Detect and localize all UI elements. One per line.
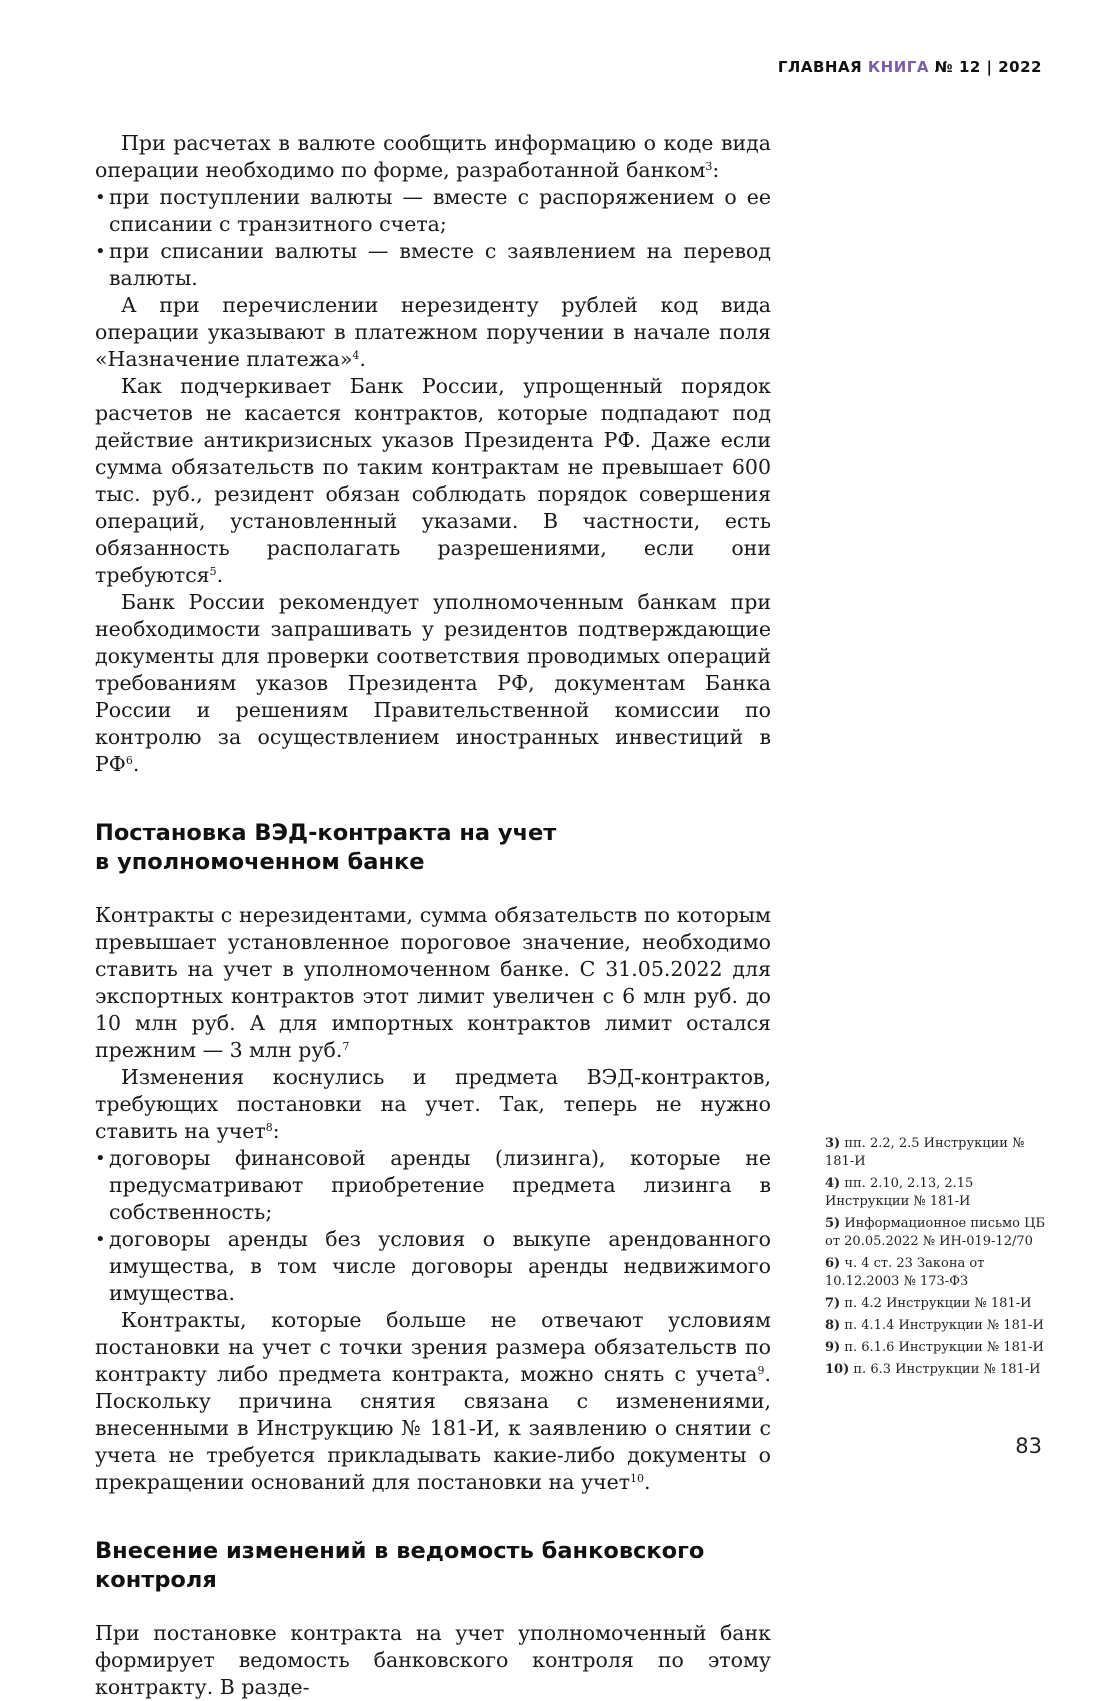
paragraph: При постановке контракта на учет уполномоченный банк формирует ведомость банковского контроля по этому контракту. В разде- bbox=[95, 1621, 771, 1699]
section-heading: Внесение изменений в ведомость банковского контроля bbox=[95, 1538, 705, 1593]
footnote: 6) ч. 4 ст. 23 Закона от 10.12.2003 № 173-ФЗ bbox=[825, 1256, 985, 1289]
footnote-ref: 5 bbox=[209, 565, 217, 578]
bullet-icon: • bbox=[95, 241, 106, 262]
footnote: 9) п. 6.1.6 Инструкции № 181-И bbox=[825, 1340, 1044, 1355]
paragraph: А при перечислении нерезиденту рублей код вида операции указывают в платежном поручении в начале поля «Назначение платежа»$^4$. bbox=[95, 293, 771, 371]
paragraph: Изменения коснулись и предмета ВЭД-контрактов, требующих постановки на учет. Так, теперь не нужно ставить на учет$^8$: bbox=[95, 1065, 771, 1143]
bullet-icon: • bbox=[95, 187, 106, 208]
footnote-ref: 7 bbox=[342, 1040, 350, 1053]
footnote-ref: 8 bbox=[265, 1121, 273, 1134]
footnote: 10) п. 6.3 Инструкции № 181-И bbox=[825, 1362, 1041, 1377]
footnote: 3) пп. 2.2, 2.5 Инструкции № 181-И bbox=[825, 1136, 1025, 1169]
running-header bbox=[778, 58, 1042, 76]
footnote-ref: 9 bbox=[757, 1364, 765, 1377]
brand-main: ГЛАВНАЯ bbox=[777, 58, 863, 76]
issue-number: № 12 | 2022 bbox=[934, 58, 1042, 76]
bullet-icon: • bbox=[95, 1229, 106, 1250]
list-item: • при поступлении валюты — вместе с распоряжением о ее списании с транзитного счета; bbox=[95, 185, 771, 236]
brand-accent: КНИГА bbox=[867, 58, 929, 76]
footnote: 7) п. 4.2 Инструкции № 181-И bbox=[825, 1296, 1032, 1311]
bullet-icon: • bbox=[95, 1148, 106, 1169]
footnotes bbox=[825, 1135, 1055, 1383]
paragraph: Банк России рекомендует уполномоченным банкам при необходимости запрашивать у резидентов подтверждающие документы для проверки соответствия проводимых операций требованиям указов Президента РФ, документам Банка России и решениям Правительственной комиссии по контролю за осуществлением иностранных инвестиций в $РФ^6$. bbox=[95, 590, 771, 776]
footnote-ref: 10 bbox=[630, 1472, 645, 1485]
page-number: 83 bbox=[1015, 1434, 1042, 1458]
article-body bbox=[95, 130, 771, 1701]
paragraph: Контракты, которые больше не отвечают условиям постановки на учет с точки зрения размера обязательств по контракту либо предмета контракта, можно снять с учета$^9$. Поскольку причина снятия связана с изменениями, внесенными в Инструкцию № 181-И, к заявлению о снятии с учета не требуется прикладывать какие-либо документы о прекращении оснований для постановки на учет$^{10}$. bbox=[95, 1308, 771, 1494]
footnote-ref: 3 bbox=[705, 160, 713, 173]
list-item: • при списании валюты — вместе с заявлением на перевод валюты. bbox=[95, 239, 771, 290]
list-item: • договоры аренды без условия о выкупе арендованного имущества, в том числе договоры аренды недвижимого имущества. bbox=[95, 1227, 771, 1305]
section-heading: Постановка ВЭД-контракта на учет в уполномоченном банке bbox=[95, 820, 557, 875]
footnote-ref: 4 bbox=[352, 349, 360, 362]
footnote: 5) Информационное письмо ЦБ от 20.05.2022 № ИН-019-12/70 bbox=[825, 1216, 1046, 1249]
paragraph: Как подчеркивает Банк России, упрощенный порядок расчетов не касается контрактов, которые подпадают под действие антикризисных указов Президента РФ. Даже если сумма обязательств по таким контрактам не превышает 600 тыс. руб., резидент обязан соблюдать порядок совершения операций, установленный указами. В частности, есть обязанность располагать разрешениями, если они требуются$^5$. bbox=[95, 374, 771, 587]
list-item: • договоры финансовой аренды (лизинга), которые не предусматривают приобретение предмета лизинга в собственность; bbox=[95, 1146, 771, 1224]
paragraph: Контракты с нерезидентами, сумма обязательств по которым превышает установленное пороговое значение, необходимо ставить на учет в уполномоченном банке. С 31.05.2022 для экспортных контрактов этот лимит увеличен с 6 млн руб. до 10 млн руб. А для импортных контрактов лимит остался прежним — 3 млн руб.$^7$ bbox=[95, 903, 771, 1062]
footnote: 4) пп. 2.10, 2.13, 2.15 Инструкции № 181-И bbox=[825, 1176, 974, 1209]
paragraph: При расчетах в валюте сообщить информацию о коде вида операции необходимо по форме, разработанной банком$^3$: bbox=[95, 131, 771, 182]
footnote: 8) п. 4.1.4 Инструкции № 181-И bbox=[825, 1318, 1044, 1333]
footnote-ref: 6 bbox=[125, 754, 133, 767]
